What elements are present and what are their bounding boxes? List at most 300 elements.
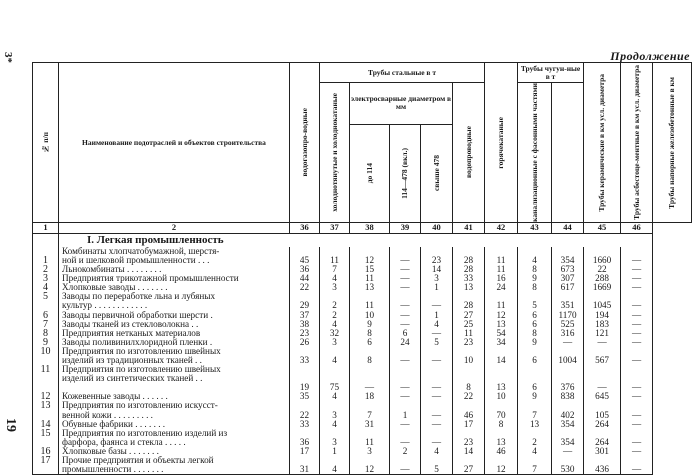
table-row bbox=[33, 438, 692, 447]
value-cell: 11 bbox=[485, 301, 518, 310]
value-cell: — bbox=[584, 383, 621, 392]
col-concrete: Трубы напорные железобетонные в км bbox=[653, 63, 692, 223]
value-cell: 13 bbox=[518, 420, 552, 429]
col-water-pipes: водогазопро-водные bbox=[290, 63, 320, 223]
column-numbers-row bbox=[33, 222, 692, 233]
row-number: 3 bbox=[33, 274, 59, 283]
row-name: Обувные фабрики . . . . . . . bbox=[59, 420, 290, 429]
value-cell bbox=[518, 365, 552, 374]
value-cell: — bbox=[390, 274, 421, 283]
value-cell bbox=[621, 365, 653, 374]
value-cell: 4 bbox=[320, 392, 350, 401]
row-number: 16 bbox=[33, 447, 59, 456]
value-cell: 28 bbox=[453, 256, 485, 265]
value-cell: 46 bbox=[453, 411, 485, 420]
value-cell: 15 bbox=[350, 265, 390, 274]
value-cell: 3 bbox=[320, 283, 350, 292]
value-cell: 11 bbox=[485, 265, 518, 274]
value-cell: 16 bbox=[485, 274, 518, 283]
row-name: Льнокомбинаты . . . . . . . . bbox=[59, 265, 290, 274]
value-cell: 7 bbox=[518, 411, 552, 420]
value-cell: 6 bbox=[518, 311, 552, 320]
value-cell: 11 bbox=[350, 438, 390, 447]
value-cell: — bbox=[621, 383, 653, 392]
value-cell bbox=[350, 365, 390, 374]
column-number: 39 bbox=[390, 222, 421, 233]
value-cell: 28 bbox=[453, 301, 485, 310]
value-cell bbox=[320, 365, 350, 374]
value-cell: — bbox=[621, 329, 653, 338]
value-cell: — bbox=[390, 465, 421, 475]
value-cell: 7 bbox=[350, 411, 390, 420]
value-cell: 37 bbox=[290, 311, 320, 320]
row-name: Заводы по переработке льна и лубяных bbox=[59, 292, 290, 301]
value-cell: 46 bbox=[485, 447, 518, 456]
row-name: Прочие предприятия и объекты легкой bbox=[59, 456, 290, 465]
value-cell: 8 bbox=[350, 356, 390, 365]
value-cell: 31 bbox=[290, 465, 320, 475]
value-cell bbox=[552, 365, 584, 374]
value-cell: — bbox=[621, 411, 653, 420]
value-cell: 8 bbox=[485, 420, 518, 429]
value-cell: — bbox=[390, 320, 421, 329]
value-cell: 525 bbox=[552, 320, 584, 329]
row-number: 9 bbox=[33, 338, 59, 347]
value-cell: 27 bbox=[453, 311, 485, 320]
value-cell: 35 bbox=[290, 392, 320, 401]
value-cell: 3 bbox=[350, 447, 390, 456]
continuation-label: Продолжение bbox=[610, 49, 690, 63]
column-number: 46 bbox=[621, 222, 653, 233]
value-cell: 6 bbox=[350, 338, 390, 347]
value-cell: — bbox=[621, 392, 653, 401]
value-cell: 402 bbox=[552, 411, 584, 420]
col-cast-water: водопроводные bbox=[453, 83, 485, 223]
row-name: Кожевенные заводы . . . . . . bbox=[59, 392, 290, 401]
value-cell: 436 bbox=[584, 465, 621, 475]
value-cell: 2 bbox=[320, 311, 350, 320]
value-cell: 7 bbox=[320, 265, 350, 274]
value-cell bbox=[290, 365, 320, 374]
value-cell: — bbox=[421, 392, 453, 401]
row-number: 14 bbox=[33, 420, 59, 429]
value-cell: 44 bbox=[290, 274, 320, 283]
value-cell: 6 bbox=[390, 329, 421, 338]
value-cell: 354 bbox=[552, 438, 584, 447]
value-cell: 3 bbox=[320, 338, 350, 347]
value-cell: 354 bbox=[552, 420, 584, 429]
value-cell: 673 bbox=[552, 265, 584, 274]
value-cell: 2 bbox=[518, 438, 552, 447]
value-cell: — bbox=[390, 356, 421, 365]
table-page bbox=[32, 62, 692, 475]
row-name: Заводы поливинилхлоридной пленки . bbox=[59, 338, 290, 347]
col-name-header: Наименование подотраслей и объектов строительства bbox=[59, 63, 290, 223]
value-cell: — bbox=[390, 311, 421, 320]
value-cell: 8 bbox=[518, 283, 552, 292]
table-row bbox=[33, 365, 692, 374]
value-cell: — bbox=[621, 420, 653, 429]
column-number: 38 bbox=[350, 222, 390, 233]
value-cell: 11 bbox=[320, 256, 350, 265]
table-row bbox=[33, 465, 692, 475]
value-cell: 33 bbox=[290, 356, 320, 365]
row-number: 10 bbox=[33, 347, 59, 356]
column-number: 42 bbox=[485, 222, 518, 233]
value-cell: 1170 bbox=[552, 311, 584, 320]
column-number: 36 bbox=[290, 222, 320, 233]
value-cell: — bbox=[421, 356, 453, 365]
table-row bbox=[33, 456, 692, 465]
row-number: 6 bbox=[33, 311, 59, 320]
table-header bbox=[33, 63, 692, 234]
row-number: 11 bbox=[33, 365, 59, 374]
value-cell: — bbox=[421, 329, 453, 338]
value-cell: 4 bbox=[320, 320, 350, 329]
value-cell: 13 bbox=[485, 383, 518, 392]
value-cell: 617 bbox=[552, 283, 584, 292]
value-cell: — bbox=[421, 301, 453, 310]
value-cell: 567 bbox=[584, 356, 621, 365]
column-number: 44 bbox=[552, 222, 584, 233]
value-cell: 1 bbox=[390, 411, 421, 420]
col-d114-478: 114—478 (вкл.) bbox=[390, 124, 421, 222]
value-cell: 54 bbox=[485, 329, 518, 338]
value-cell: 3 bbox=[421, 274, 453, 283]
value-cell: 9 bbox=[518, 274, 552, 283]
row-number: 7 bbox=[33, 320, 59, 329]
value-cell: 23 bbox=[421, 256, 453, 265]
value-cell: 22 bbox=[453, 392, 485, 401]
value-cell: 1 bbox=[421, 311, 453, 320]
value-cell: — bbox=[421, 420, 453, 429]
value-cell: 838 bbox=[552, 392, 584, 401]
row-name: Предприятия по изготовлению искусст- bbox=[59, 401, 290, 410]
table-row bbox=[33, 301, 692, 310]
value-cell: — bbox=[552, 447, 584, 456]
col-cast-sewer: канализационные с фасонными частями bbox=[518, 83, 552, 223]
value-cell: — bbox=[621, 465, 653, 475]
row-name: Хлопковые заводы . . . . . . . bbox=[59, 283, 290, 292]
value-cell bbox=[453, 365, 485, 374]
value-cell: 70 bbox=[485, 411, 518, 420]
value-cell: 25 bbox=[453, 320, 485, 329]
row-number: 15 bbox=[33, 429, 59, 438]
value-cell: — bbox=[621, 283, 653, 292]
table-row bbox=[33, 374, 692, 383]
value-cell: 4 bbox=[421, 447, 453, 456]
value-cell: 13 bbox=[485, 438, 518, 447]
value-cell bbox=[485, 365, 518, 374]
value-cell bbox=[584, 365, 621, 374]
value-cell: 27 bbox=[453, 465, 485, 475]
value-cell: 7 bbox=[518, 465, 552, 475]
value-cell: 183 bbox=[584, 320, 621, 329]
value-cell: 11 bbox=[350, 301, 390, 310]
materials-table bbox=[32, 62, 692, 475]
value-cell: 36 bbox=[290, 265, 320, 274]
value-cell: 6 bbox=[518, 356, 552, 365]
value-cell: 354 bbox=[552, 256, 584, 265]
page-mark-top: 3* bbox=[2, 52, 14, 63]
row-number bbox=[33, 374, 59, 383]
table-row bbox=[33, 320, 692, 329]
value-cell: 10 bbox=[485, 392, 518, 401]
row-name: ной и шелковой промышленности . . . bbox=[59, 256, 290, 265]
table-row bbox=[33, 338, 692, 347]
value-cell: 288 bbox=[584, 274, 621, 283]
row-name: промышленности . . . . . . . bbox=[59, 465, 290, 475]
row-name: Предприятия трикотажной промышленности bbox=[59, 274, 290, 283]
value-cell: 9 bbox=[518, 392, 552, 401]
value-cell: 22 bbox=[290, 283, 320, 292]
row-name: изделий из синтетических тканей . . bbox=[59, 374, 290, 383]
value-cell: 4 bbox=[320, 465, 350, 475]
value-cell: 645 bbox=[584, 392, 621, 401]
value-cell: — bbox=[421, 438, 453, 447]
value-cell: — bbox=[584, 338, 621, 347]
value-cell: 1 bbox=[320, 447, 350, 456]
value-cell: 23 bbox=[453, 438, 485, 447]
table-row bbox=[33, 356, 692, 365]
value-cell: — bbox=[421, 383, 453, 392]
col-hot-rolled: горячекатаные bbox=[485, 63, 518, 223]
value-cell: — bbox=[350, 383, 390, 392]
table-row bbox=[33, 429, 692, 438]
value-cell: — bbox=[621, 356, 653, 365]
value-cell: — bbox=[621, 301, 653, 310]
value-cell: 31 bbox=[350, 420, 390, 429]
value-cell: 12 bbox=[350, 256, 390, 265]
value-cell: 1669 bbox=[584, 283, 621, 292]
table-row bbox=[33, 283, 692, 292]
table-row bbox=[33, 347, 692, 356]
value-cell: 307 bbox=[552, 274, 584, 283]
section-title: I. Легкая промышленность bbox=[59, 233, 653, 247]
value-cell: — bbox=[390, 283, 421, 292]
row-name: Предприятия по изготовлению швейных bbox=[59, 365, 290, 374]
value-cell bbox=[421, 365, 453, 374]
page-number: 19 bbox=[3, 418, 18, 432]
value-cell: 33 bbox=[290, 420, 320, 429]
value-cell: 316 bbox=[552, 329, 584, 338]
column-number: 43 bbox=[518, 222, 552, 233]
value-cell: 32 bbox=[320, 329, 350, 338]
value-cell: 5 bbox=[421, 465, 453, 475]
row-name: Заводы тканей из стекловолокна . . bbox=[59, 320, 290, 329]
col-asbestos: Трубы асбестоце-ментные в км усл. диаметра bbox=[621, 63, 653, 223]
value-cell: — bbox=[621, 320, 653, 329]
value-cell: 194 bbox=[584, 311, 621, 320]
column-number: 45 bbox=[584, 222, 621, 233]
value-cell: — bbox=[552, 338, 584, 347]
value-cell: 14 bbox=[453, 447, 485, 456]
value-cell: 24 bbox=[485, 283, 518, 292]
row-number: 2 bbox=[33, 265, 59, 274]
value-cell: 4 bbox=[518, 447, 552, 456]
value-cell: 17 bbox=[290, 447, 320, 456]
value-cell: 5 bbox=[518, 301, 552, 310]
value-cell: 1045 bbox=[584, 301, 621, 310]
table-row bbox=[33, 392, 692, 401]
value-cell: 8 bbox=[518, 265, 552, 274]
row-name: Комбинаты хлопчатобумажной, шерстя- bbox=[59, 247, 290, 256]
value-cell: 14 bbox=[485, 356, 518, 365]
row-number: 13 bbox=[33, 401, 59, 410]
value-cell: 6 bbox=[518, 383, 552, 392]
value-cell: — bbox=[390, 392, 421, 401]
value-cell: — bbox=[421, 411, 453, 420]
row-number: 4 bbox=[33, 283, 59, 292]
row-name: Хлопковые базы . . . . . . . bbox=[59, 447, 290, 456]
table-row bbox=[33, 383, 692, 392]
value-cell: 4 bbox=[320, 274, 350, 283]
value-cell: — bbox=[621, 447, 653, 456]
value-cell: 264 bbox=[584, 420, 621, 429]
value-cell: 12 bbox=[485, 311, 518, 320]
value-cell: — bbox=[390, 256, 421, 265]
value-cell: 22 bbox=[290, 411, 320, 420]
value-cell: — bbox=[621, 338, 653, 347]
value-cell bbox=[390, 365, 421, 374]
value-cell: 10 bbox=[453, 356, 485, 365]
row-name: фарфора, фаянса и стекла . . . . . bbox=[59, 438, 290, 447]
row-name: Заводы первичной обработки шерсти . bbox=[59, 311, 290, 320]
table-row bbox=[33, 311, 692, 320]
column-number: 40 bbox=[421, 222, 453, 233]
value-cell: 23 bbox=[290, 329, 320, 338]
value-cell: 376 bbox=[552, 383, 584, 392]
table-row bbox=[33, 401, 692, 410]
value-cell: 10 bbox=[350, 311, 390, 320]
table-row bbox=[33, 447, 692, 456]
value-cell: 6 bbox=[518, 320, 552, 329]
value-cell: 9 bbox=[518, 338, 552, 347]
value-cell: 4 bbox=[518, 256, 552, 265]
electro-group: электросварные диаметром в мм bbox=[350, 83, 453, 125]
row-name: культур . . . . . . . . . . . . bbox=[59, 301, 290, 310]
value-cell: 4 bbox=[320, 356, 350, 365]
value-cell: — bbox=[621, 274, 653, 283]
value-cell: — bbox=[621, 438, 653, 447]
row-name: Предприятия по изготовлению швейных bbox=[59, 347, 290, 356]
value-cell: 3 bbox=[320, 438, 350, 447]
table-row bbox=[33, 411, 692, 420]
value-cell: 105 bbox=[584, 411, 621, 420]
col-hot-cold: холоднотянутые и холоднокатаные bbox=[320, 83, 350, 223]
value-cell: — bbox=[621, 256, 653, 265]
col-no-header: № п/п bbox=[33, 63, 59, 223]
value-cell: 14 bbox=[421, 265, 453, 274]
value-cell: 34 bbox=[485, 338, 518, 347]
value-cell: — bbox=[621, 311, 653, 320]
value-cell: 2 bbox=[320, 301, 350, 310]
column-number: 41 bbox=[453, 222, 485, 233]
value-cell: 351 bbox=[552, 301, 584, 310]
value-cell: 12 bbox=[485, 465, 518, 475]
column-number: 37 bbox=[320, 222, 350, 233]
value-cell: 11 bbox=[350, 274, 390, 283]
row-number: 8 bbox=[33, 329, 59, 338]
value-cell: 13 bbox=[485, 320, 518, 329]
value-cell: 11 bbox=[485, 256, 518, 265]
value-cell: 121 bbox=[584, 329, 621, 338]
value-cell: — bbox=[390, 301, 421, 310]
value-cell: 1660 bbox=[584, 256, 621, 265]
value-cell: 23 bbox=[453, 338, 485, 347]
value-cell: 4 bbox=[421, 320, 453, 329]
table-row bbox=[33, 256, 692, 265]
value-cell: 9 bbox=[350, 320, 390, 329]
value-cell: 13 bbox=[453, 283, 485, 292]
value-cell: 45 bbox=[290, 256, 320, 265]
section-no-cell bbox=[33, 233, 59, 247]
value-cell: 12 bbox=[350, 465, 390, 475]
value-cell: 1 bbox=[421, 283, 453, 292]
col-d114: до 114 bbox=[350, 124, 390, 222]
value-cell: 19 bbox=[290, 383, 320, 392]
value-cell: 18 bbox=[350, 392, 390, 401]
col-ceramic: Трубы керамические в км усл. диаметра bbox=[584, 63, 621, 223]
row-name: Предприятия по изготовлению изделий из bbox=[59, 429, 290, 438]
row-number: 1 bbox=[33, 256, 59, 265]
value-cell: 36 bbox=[290, 438, 320, 447]
table-row bbox=[33, 329, 692, 338]
value-cell: 13 bbox=[350, 283, 390, 292]
col-d478: свыше 478 bbox=[421, 124, 453, 222]
value-cell: — bbox=[390, 420, 421, 429]
table-row bbox=[33, 265, 692, 274]
row-name: Предприятия нетканых материалов bbox=[59, 329, 290, 338]
value-cell: 26 bbox=[290, 338, 320, 347]
row-number: 17 bbox=[33, 456, 59, 465]
value-cell: 33 bbox=[453, 274, 485, 283]
value-cell: 11 bbox=[453, 329, 485, 338]
value-cell: 8 bbox=[518, 329, 552, 338]
table-body bbox=[33, 233, 692, 474]
value-cell: 2 bbox=[390, 447, 421, 456]
row-number: 5 bbox=[33, 292, 59, 301]
value-cell: 530 bbox=[552, 465, 584, 475]
row-number bbox=[33, 465, 59, 475]
value-cell: 8 bbox=[453, 383, 485, 392]
cast-pipes-group: Трубы чугун-ные в т bbox=[518, 63, 584, 83]
value-cell: — bbox=[390, 265, 421, 274]
row-name: изделий из традиционных тканей . . bbox=[59, 356, 290, 365]
value-cell: 3 bbox=[320, 411, 350, 420]
value-cell: 5 bbox=[421, 338, 453, 347]
value-cell: — bbox=[621, 265, 653, 274]
steel-pipes-group: Трубы стальные в т bbox=[320, 63, 485, 83]
value-cell: 4 bbox=[320, 420, 350, 429]
value-cell: 29 bbox=[290, 301, 320, 310]
column-number: 2 bbox=[59, 222, 290, 233]
value-cell: 264 bbox=[584, 438, 621, 447]
row-name bbox=[59, 383, 290, 392]
value-cell: 8 bbox=[350, 329, 390, 338]
value-cell: 24 bbox=[390, 338, 421, 347]
table-row bbox=[33, 420, 692, 429]
value-cell: 301 bbox=[584, 447, 621, 456]
row-name: венной кожи . . . . . . . . . bbox=[59, 411, 290, 420]
value-cell: — bbox=[390, 383, 421, 392]
value-cell: — bbox=[390, 438, 421, 447]
value-cell: 1004 bbox=[552, 356, 584, 365]
value-cell: 28 bbox=[453, 265, 485, 274]
row-number: 12 bbox=[33, 392, 59, 401]
value-cell: 17 bbox=[453, 420, 485, 429]
value-cell: 38 bbox=[290, 320, 320, 329]
